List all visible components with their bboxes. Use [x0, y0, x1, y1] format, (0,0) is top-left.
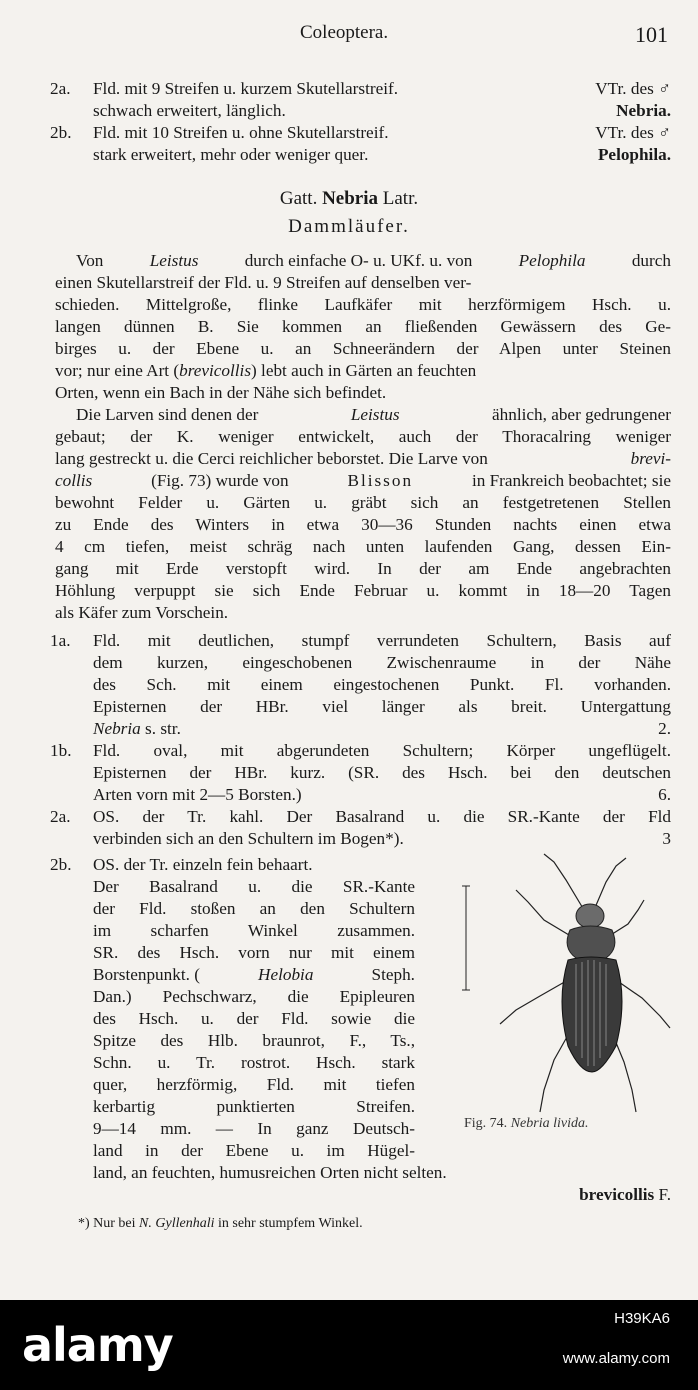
text-line: des Sch. mit einem eingestochenen Punkt. Fl. vorhanden. [93, 675, 671, 694]
text-line: schwach erweitert, länglich. Nebria. [93, 101, 671, 120]
text-line: Fld. oval, mit abgerundeten Schultern; Körper ungeflügelt. [93, 741, 671, 760]
genus-reference: Pelophila. [597, 145, 671, 164]
text-line: dem kurzen, eingeschobenen Zwischenraume in der Nähe [93, 653, 671, 672]
text-line: quer, herzförmig, Fld. mit tiefen [93, 1075, 415, 1094]
text-line: Dan.) Pechschwarz, die Epipleuren [93, 987, 415, 1006]
text-line: Borstenpunkt. ( Helobia Steph. [93, 965, 415, 984]
text-line: vor; nur eine Art (brevicollis) lebt auch in Gärten an feuchten [55, 361, 477, 380]
key-reference: 2. [658, 719, 671, 738]
text-line: Orten, wenn ein Bach in der Nähe sich befindet. [55, 383, 387, 402]
species-name: brevicollis [579, 1185, 655, 1204]
text-line: im scharfen Winkel zusammen. [93, 921, 415, 940]
text-line: Der Basalrand u. die SR.-Kante [93, 877, 415, 896]
site-url: www.alamy.com [562, 1350, 670, 1367]
genus-reference: Nebria. [616, 101, 671, 120]
genus-heading: Gatt. Nebria Latr. [279, 188, 419, 209]
text-line: Spitze des Hlb. braunrot, F., Ts., [93, 1031, 415, 1050]
text-line: birges u. der Ebene u. an Schneerändern der Alpen unter Steinen [55, 339, 671, 358]
nebria-livida-illustration [456, 850, 676, 1118]
key-reference: 3 [662, 829, 671, 848]
text-line: schieden. Mittelgroße, flinke Laufkäfer mit herzförmigem Hsch. u. [55, 295, 671, 314]
image-id: H39KA6 [614, 1310, 670, 1327]
common-name: Dammläufer. [288, 216, 410, 237]
key-reference: 6. [658, 785, 671, 804]
text-line: land in der Ebene u. im Hügel- [93, 1141, 415, 1160]
text-line: Von Leistus durch einfache O- u. UKf. u. von Pelophila durch [76, 251, 671, 270]
text-line: zu Ende des Winters in etwa 30—36 Stunden nachts einen etwa [55, 515, 671, 534]
text-line: Fld. mit 9 Streifen u. kurzem Skutellarstreif. VTr. des ♂ [93, 79, 671, 98]
text-line: Schn. u. Tr. rostrot. Hsch. stark [93, 1053, 415, 1072]
figure-caption: Fig. 74. Nebria livida. [464, 1116, 589, 1131]
text-line: Arten vorn mit 2—5 Borsten.) 6. [93, 785, 671, 804]
text-line: 4 cm tiefen, meist schräg nach unten laufenden Gang, dessen Ein- [55, 537, 671, 556]
text-line: langen dünnen B. Sie kommen an fließenden Gewässern des Ge- [55, 317, 671, 336]
key-number: 1a. [50, 631, 71, 650]
key-number: 2a. [50, 807, 71, 826]
text-line: als Käfer zum Vorschein. [55, 603, 229, 622]
text-line: des Hsch. u. der Fld. sowie die [93, 1009, 415, 1028]
running-title: Coleoptera. [300, 22, 389, 43]
text-line: Episternen der HBr. kurz. (SR. des Hsch. bei den deutschen [93, 763, 671, 782]
text-line: Episternen der HBr. viel länger als breit. Untergattung [93, 697, 671, 716]
text-line: gebaut; der K. weniger entwickelt, auch der Thoracalring weniger [55, 427, 671, 446]
text-line: verbinden sich an den Schultern im Bogen*). 3 [93, 829, 671, 848]
text-line: lang gestreckt u. die Cerci reichlicher beborstet. Die Larve von brevi- [55, 449, 671, 468]
text-line: SR. des Hsch. vorn nur mit einem [93, 943, 415, 962]
text-line: Nebria s. str. 2. [93, 719, 671, 738]
page-number: 101 [635, 22, 668, 47]
alamy-logo: alamy [22, 1318, 173, 1372]
text-line: bewohnt Felder u. Gärten u. gräbt sich an festgetretenen Stellen [55, 493, 671, 512]
key-number: 2b. [50, 123, 72, 142]
text-line: OS. der Tr. kahl. Der Basalrand u. die SR.-Kante der Fld [93, 807, 671, 826]
genus-name: Nebria [322, 188, 379, 209]
species-name-line: brevicollis F. [579, 1185, 671, 1204]
key-number: 2b. [50, 855, 72, 874]
text-line: Die Larven sind denen der Leistus ähnlich, aber gedrungener [76, 405, 671, 424]
text-line: einen Skutellarstreif der Fld. u. 9 Streifen auf denselben ver- [55, 273, 472, 292]
text-line: kerbartig punktierten Streifen. [93, 1097, 415, 1116]
text-line: 9—14 mm. — In ganz Deutsch- [93, 1119, 415, 1138]
text-line: land, an feuchten, humusreichen Orten nicht selten. [93, 1163, 447, 1182]
text-line: gang mit Erde verstopft wird. In der am Ende angebrachten [55, 559, 671, 578]
text-line: collis (Fig. 73) wurde von Blisson in Frankreich beobachtet; sie [55, 471, 671, 490]
text-line: Höhlung verpuppt sie sich Ende Februar u. kommt in 18—20 Tagen [55, 581, 671, 600]
text-line: der Fld. stoßen an den Schultern [93, 899, 415, 918]
text-line: Fld. mit deutlichen, stumpf verrundeten Schultern, Basis auf [93, 631, 671, 650]
footnote: *) Nur bei N. Gyllenhali in sehr stumpfem Winkel. [78, 1216, 363, 1231]
key-number: 1b. [50, 741, 72, 760]
text-line: stark erweitert, mehr oder weniger quer. Pelophila. [93, 145, 671, 164]
text-line: Fld. mit 10 Streifen u. ohne Skutellarstreif. VTr. des ♂ [93, 123, 671, 142]
text-line: OS. der Tr. einzeln fein behaart. [93, 855, 313, 874]
key-number: 2a. [50, 79, 71, 98]
